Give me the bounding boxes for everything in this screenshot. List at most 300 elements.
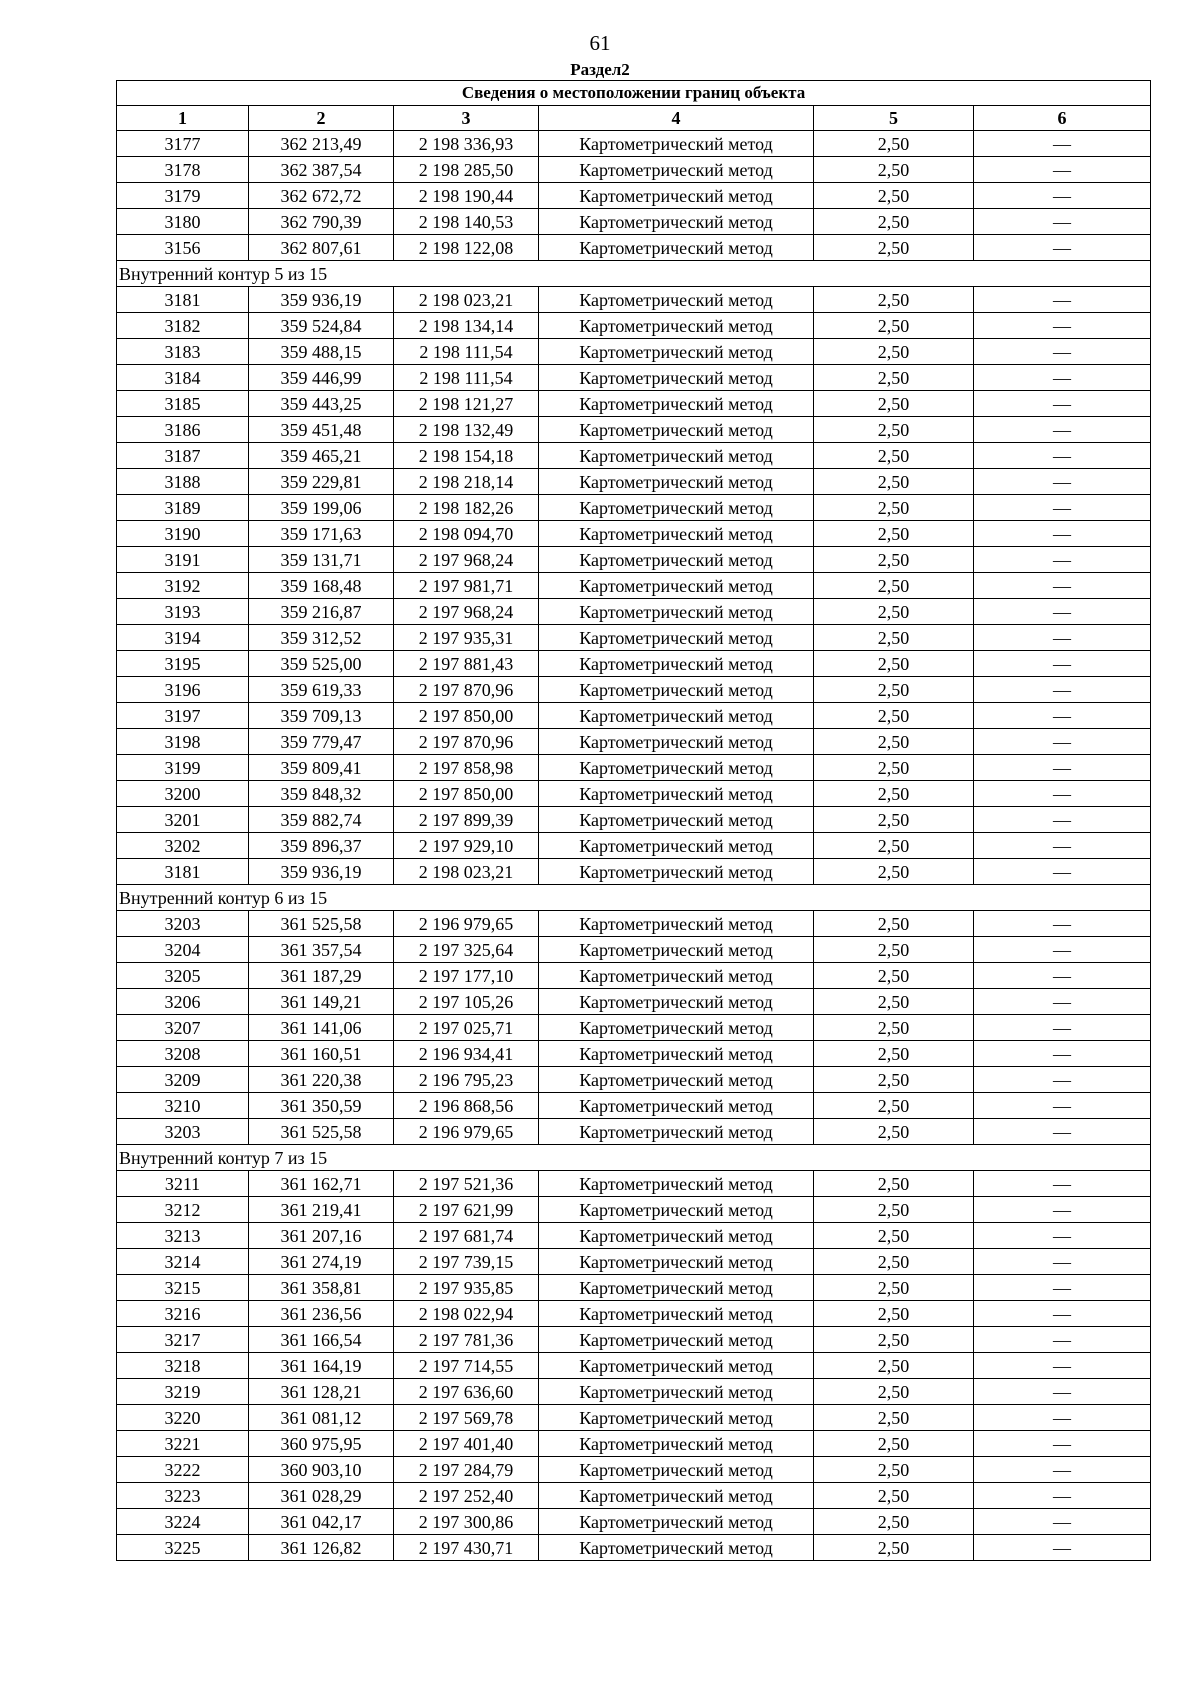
column-number: 5 [814,106,974,131]
method-cell: Картометрический метод [539,911,814,937]
table-row [117,157,1151,183]
table-row [117,1093,1151,1119]
note-cell: — [974,989,1151,1015]
point-number-cell: 3224 [117,1509,249,1535]
accuracy-cell: 2,50 [814,1197,974,1223]
y-coordinate-cell: 2 198 122,08 [394,235,539,261]
x-coordinate-cell: 359 131,71 [249,547,394,573]
method-cell: Картометрический метод [539,417,814,443]
point-number-cell: 3209 [117,1067,249,1093]
y-coordinate-cell: 2 197 899,39 [394,807,539,833]
x-coordinate-cell: 361 081,12 [249,1405,394,1431]
y-coordinate-cell: 2 198 336,93 [394,131,539,157]
y-coordinate-cell: 2 198 023,21 [394,859,539,885]
y-coordinate-cell: 2 198 140,53 [394,209,539,235]
note-cell: — [974,1067,1151,1093]
point-number-cell: 3201 [117,807,249,833]
x-coordinate-cell: 361 126,82 [249,1535,394,1561]
y-coordinate-cell: 2 197 929,10 [394,833,539,859]
table-row [117,1405,1151,1431]
point-number-cell: 3210 [117,1093,249,1119]
accuracy-cell: 2,50 [814,1119,974,1145]
method-cell: Картометрический метод [539,521,814,547]
accuracy-cell: 2,50 [814,1483,974,1509]
table-row [117,1509,1151,1535]
x-coordinate-cell: 359 216,87 [249,599,394,625]
point-number-cell: 3202 [117,833,249,859]
table-row [117,209,1151,235]
method-cell: Картометрический метод [539,365,814,391]
table-row [117,391,1151,417]
method-cell: Картометрический метод [539,781,814,807]
accuracy-cell: 2,50 [814,1327,974,1353]
table-row [117,1197,1151,1223]
y-coordinate-cell: 2 198 134,14 [394,313,539,339]
point-number-cell: 3178 [117,157,249,183]
point-number-cell: 3204 [117,937,249,963]
table-row [117,521,1151,547]
accuracy-cell: 2,50 [814,391,974,417]
table-row [117,1379,1151,1405]
note-cell: — [974,703,1151,729]
point-number-cell: 3212 [117,1197,249,1223]
note-cell: — [974,1275,1151,1301]
method-cell: Картометрический метод [539,625,814,651]
x-coordinate-cell: 359 809,41 [249,755,394,781]
note-cell: — [974,1509,1151,1535]
method-cell: Картометрический метод [539,677,814,703]
table-row [117,963,1151,989]
contour-label-row [117,885,1151,911]
note-cell: — [974,807,1151,833]
y-coordinate-cell: 2 198 121,27 [394,391,539,417]
table-row [117,833,1151,859]
point-number-cell: 3205 [117,963,249,989]
y-coordinate-cell: 2 197 739,15 [394,1249,539,1275]
y-coordinate-cell: 2 197 681,74 [394,1223,539,1249]
accuracy-cell: 2,50 [814,963,974,989]
x-coordinate-cell: 362 213,49 [249,131,394,157]
note-cell: — [974,1535,1151,1561]
point-number-cell: 3217 [117,1327,249,1353]
method-cell: Картометрический метод [539,339,814,365]
note-cell: — [974,599,1151,625]
table-row [117,287,1151,313]
accuracy-cell: 2,50 [814,677,974,703]
accuracy-cell: 2,50 [814,1431,974,1457]
method-cell: Картометрический метод [539,1067,814,1093]
method-cell: Картометрический метод [539,1431,814,1457]
y-coordinate-cell: 2 197 325,64 [394,937,539,963]
y-coordinate-cell: 2 198 182,26 [394,495,539,521]
method-cell: Картометрический метод [539,599,814,625]
method-cell: Картометрический метод [539,183,814,209]
table-row [117,1301,1151,1327]
table-row [117,495,1151,521]
y-coordinate-cell: 2 198 285,50 [394,157,539,183]
accuracy-cell: 2,50 [814,1015,974,1041]
y-coordinate-cell: 2 198 023,21 [394,287,539,313]
point-number-cell: 3198 [117,729,249,755]
x-coordinate-cell: 360 903,10 [249,1457,394,1483]
note-cell: — [974,1327,1151,1353]
table-row [117,547,1151,573]
accuracy-cell: 2,50 [814,989,974,1015]
note-cell: — [974,235,1151,261]
x-coordinate-cell: 361 164,19 [249,1353,394,1379]
x-coordinate-cell: 362 790,39 [249,209,394,235]
y-coordinate-cell: 2 198 094,70 [394,521,539,547]
point-number-cell: 3190 [117,521,249,547]
boundary-coordinates-table [116,80,1151,1561]
method-cell: Картометрический метод [539,859,814,885]
table-row [117,131,1151,157]
accuracy-cell: 2,50 [814,287,974,313]
note-cell: — [974,625,1151,651]
point-number-cell: 3184 [117,365,249,391]
x-coordinate-cell: 361 149,21 [249,989,394,1015]
y-coordinate-cell: 2 198 218,14 [394,469,539,495]
note-cell: — [974,1483,1151,1509]
table-row [117,1353,1151,1379]
x-coordinate-cell: 359 709,13 [249,703,394,729]
note-cell: — [974,651,1151,677]
note-cell: — [974,469,1151,495]
x-coordinate-cell: 359 229,81 [249,469,394,495]
column-number: 3 [394,106,539,131]
x-coordinate-cell: 359 936,19 [249,859,394,885]
note-cell: — [974,313,1151,339]
table-row [117,1535,1151,1561]
method-cell: Картометрический метод [539,755,814,781]
note-cell: — [974,209,1151,235]
x-coordinate-cell: 359 896,37 [249,833,394,859]
y-coordinate-cell: 2 197 252,40 [394,1483,539,1509]
accuracy-cell: 2,50 [814,495,974,521]
accuracy-cell: 2,50 [814,417,974,443]
note-cell: — [974,781,1151,807]
method-cell: Картометрический метод [539,469,814,495]
x-coordinate-cell: 359 465,21 [249,443,394,469]
accuracy-cell: 2,50 [814,703,974,729]
table-row [117,1431,1151,1457]
point-number-cell: 3197 [117,703,249,729]
x-coordinate-cell: 361 141,06 [249,1015,394,1041]
x-coordinate-cell: 361 028,29 [249,1483,394,1509]
method-cell: Картометрический метод [539,1119,814,1145]
point-number-cell: 3222 [117,1457,249,1483]
table-row [117,1171,1151,1197]
point-number-cell: 3186 [117,417,249,443]
table-row [117,859,1151,885]
note-cell: — [974,1301,1151,1327]
column-number-row [117,106,1151,131]
accuracy-cell: 2,50 [814,547,974,573]
x-coordinate-cell: 361 525,58 [249,1119,394,1145]
accuracy-cell: 2,50 [814,729,974,755]
accuracy-cell: 2,50 [814,1509,974,1535]
accuracy-cell: 2,50 [814,1457,974,1483]
x-coordinate-cell: 359 312,52 [249,625,394,651]
note-cell: — [974,1405,1151,1431]
table-row [117,677,1151,703]
accuracy-cell: 2,50 [814,443,974,469]
point-number-cell: 3223 [117,1483,249,1509]
contour-label: Внутренний контур 7 из 15 [117,1145,1151,1171]
x-coordinate-cell: 359 488,15 [249,339,394,365]
method-cell: Картометрический метод [539,313,814,339]
table-row [117,1457,1151,1483]
table-row [117,1041,1151,1067]
method-cell: Картометрический метод [539,287,814,313]
point-number-cell: 3182 [117,313,249,339]
note-cell: — [974,365,1151,391]
point-number-cell: 3219 [117,1379,249,1405]
x-coordinate-cell: 362 672,72 [249,183,394,209]
note-cell: — [974,833,1151,859]
method-cell: Картометрический метод [539,963,814,989]
accuracy-cell: 2,50 [814,131,974,157]
table-row [117,183,1151,209]
x-coordinate-cell: 361 219,41 [249,1197,394,1223]
accuracy-cell: 2,50 [814,209,974,235]
point-number-cell: 3208 [117,1041,249,1067]
x-coordinate-cell: 361 357,54 [249,937,394,963]
table-row [117,1483,1151,1509]
x-coordinate-cell: 359 619,33 [249,677,394,703]
note-cell: — [974,443,1151,469]
note-cell: — [974,1379,1151,1405]
y-coordinate-cell: 2 197 935,31 [394,625,539,651]
accuracy-cell: 2,50 [814,781,974,807]
y-coordinate-cell: 2 198 111,54 [394,365,539,391]
point-number-cell: 3196 [117,677,249,703]
point-number-cell: 3180 [117,209,249,235]
accuracy-cell: 2,50 [814,365,974,391]
method-cell: Картометрический метод [539,1275,814,1301]
note-cell: — [974,1431,1151,1457]
method-cell: Картометрический метод [539,131,814,157]
x-coordinate-cell: 359 779,47 [249,729,394,755]
x-coordinate-cell: 361 350,59 [249,1093,394,1119]
y-coordinate-cell: 2 197 569,78 [394,1405,539,1431]
point-number-cell: 3207 [117,1015,249,1041]
point-number-cell: 3216 [117,1301,249,1327]
accuracy-cell: 2,50 [814,1223,974,1249]
y-coordinate-cell: 2 197 881,43 [394,651,539,677]
y-coordinate-cell: 2 197 105,26 [394,989,539,1015]
accuracy-cell: 2,50 [814,937,974,963]
method-cell: Картометрический метод [539,937,814,963]
note-cell: — [974,1171,1151,1197]
note-cell: — [974,391,1151,417]
table-row [117,235,1151,261]
point-number-cell: 3195 [117,651,249,677]
note-cell: — [974,1041,1151,1067]
point-number-cell: 3203 [117,911,249,937]
note-cell: — [974,677,1151,703]
y-coordinate-cell: 2 197 636,60 [394,1379,539,1405]
x-coordinate-cell: 361 207,16 [249,1223,394,1249]
table-row [117,1015,1151,1041]
method-cell: Картометрический метод [539,1535,814,1561]
table-body [117,131,1151,1561]
method-cell: Картометрический метод [539,833,814,859]
x-coordinate-cell: 359 443,25 [249,391,394,417]
note-cell: — [974,157,1151,183]
y-coordinate-cell: 2 197 284,79 [394,1457,539,1483]
contour-label: Внутренний контур 6 из 15 [117,885,1151,911]
accuracy-cell: 2,50 [814,625,974,651]
y-coordinate-cell: 2 198 154,18 [394,443,539,469]
x-coordinate-cell: 361 128,21 [249,1379,394,1405]
accuracy-cell: 2,50 [814,1041,974,1067]
point-number-cell: 3194 [117,625,249,651]
contour-label-row [117,1145,1151,1171]
accuracy-cell: 2,50 [814,859,974,885]
point-number-cell: 3187 [117,443,249,469]
point-number-cell: 3156 [117,235,249,261]
note-cell: — [974,1457,1151,1483]
table-row [117,599,1151,625]
accuracy-cell: 2,50 [814,651,974,677]
note-cell: — [974,183,1151,209]
table-row [117,755,1151,781]
x-coordinate-cell: 361 042,17 [249,1509,394,1535]
y-coordinate-cell: 2 197 858,98 [394,755,539,781]
y-coordinate-cell: 2 197 401,40 [394,1431,539,1457]
y-coordinate-cell: 2 197 870,96 [394,729,539,755]
method-cell: Картометрический метод [539,1509,814,1535]
table-row [117,807,1151,833]
method-cell: Картометрический метод [539,807,814,833]
accuracy-cell: 2,50 [814,1249,974,1275]
note-cell: — [974,573,1151,599]
table-row [117,1327,1151,1353]
note-cell: — [974,131,1151,157]
y-coordinate-cell: 2 198 132,49 [394,417,539,443]
point-number-cell: 3193 [117,599,249,625]
column-number: 1 [117,106,249,131]
table-row [117,1223,1151,1249]
accuracy-cell: 2,50 [814,157,974,183]
method-cell: Картометрический метод [539,1301,814,1327]
x-coordinate-cell: 359 848,32 [249,781,394,807]
y-coordinate-cell: 2 197 177,10 [394,963,539,989]
accuracy-cell: 2,50 [814,339,974,365]
point-number-cell: 3220 [117,1405,249,1431]
table-row [117,417,1151,443]
y-coordinate-cell: 2 197 430,71 [394,1535,539,1561]
x-coordinate-cell: 359 451,48 [249,417,394,443]
method-cell: Картометрический метод [539,703,814,729]
table-row [117,365,1151,391]
method-cell: Картометрический метод [539,989,814,1015]
y-coordinate-cell: 2 196 979,65 [394,911,539,937]
y-coordinate-cell: 2 197 025,71 [394,1015,539,1041]
y-coordinate-cell: 2 197 935,85 [394,1275,539,1301]
table-row [117,1067,1151,1093]
method-cell: Картометрический метод [539,1093,814,1119]
y-coordinate-cell: 2 197 850,00 [394,781,539,807]
point-number-cell: 3225 [117,1535,249,1561]
note-cell: — [974,859,1151,885]
note-cell: — [974,755,1151,781]
point-number-cell: 3188 [117,469,249,495]
note-cell: — [974,963,1151,989]
y-coordinate-cell: 2 197 870,96 [394,677,539,703]
x-coordinate-cell: 359 524,84 [249,313,394,339]
y-coordinate-cell: 2 197 968,24 [394,599,539,625]
table-row [117,911,1151,937]
method-cell: Картометрический метод [539,1457,814,1483]
point-number-cell: 3185 [117,391,249,417]
point-number-cell: 3213 [117,1223,249,1249]
accuracy-cell: 2,50 [814,235,974,261]
x-coordinate-cell: 361 162,71 [249,1171,394,1197]
x-coordinate-cell: 359 446,99 [249,365,394,391]
point-number-cell: 3215 [117,1275,249,1301]
method-cell: Картометрический метод [539,547,814,573]
x-coordinate-cell: 359 525,00 [249,651,394,677]
section-title: Раздел2 [570,60,630,79]
accuracy-cell: 2,50 [814,521,974,547]
method-cell: Картометрический метод [539,495,814,521]
table-row [117,443,1151,469]
point-number-cell: 3206 [117,989,249,1015]
y-coordinate-cell: 2 197 621,99 [394,1197,539,1223]
table-row [117,937,1151,963]
note-cell: — [974,521,1151,547]
method-cell: Картометрический метод [539,1327,814,1353]
method-cell: Картометрический метод [539,1197,814,1223]
point-number-cell: 3181 [117,287,249,313]
contour-label-row [117,261,1151,287]
x-coordinate-cell: 361 220,38 [249,1067,394,1093]
x-coordinate-cell: 361 358,81 [249,1275,394,1301]
note-cell: — [974,937,1151,963]
x-coordinate-cell: 362 807,61 [249,235,394,261]
y-coordinate-cell: 2 198 022,94 [394,1301,539,1327]
point-number-cell: 3200 [117,781,249,807]
y-coordinate-cell: 2 197 968,24 [394,547,539,573]
accuracy-cell: 2,50 [814,1405,974,1431]
accuracy-cell: 2,50 [814,1171,974,1197]
table-row [117,469,1151,495]
table-row [117,651,1151,677]
y-coordinate-cell: 2 197 850,00 [394,703,539,729]
note-cell: — [974,1119,1151,1145]
table-row [117,573,1151,599]
method-cell: Картометрический метод [539,573,814,599]
point-number-cell: 3192 [117,573,249,599]
table-row [117,625,1151,651]
accuracy-cell: 2,50 [814,1275,974,1301]
column-number: 4 [539,106,814,131]
point-number-cell: 3177 [117,131,249,157]
y-coordinate-cell: 2 197 781,36 [394,1327,539,1353]
note-cell: — [974,1223,1151,1249]
note-cell: — [974,1197,1151,1223]
table-row [117,781,1151,807]
x-coordinate-cell: 359 171,63 [249,521,394,547]
x-coordinate-cell: 359 936,19 [249,287,394,313]
method-cell: Картометрический метод [539,391,814,417]
table-row [117,313,1151,339]
accuracy-cell: 2,50 [814,1353,974,1379]
x-coordinate-cell: 360 975,95 [249,1431,394,1457]
note-cell: — [974,495,1151,521]
